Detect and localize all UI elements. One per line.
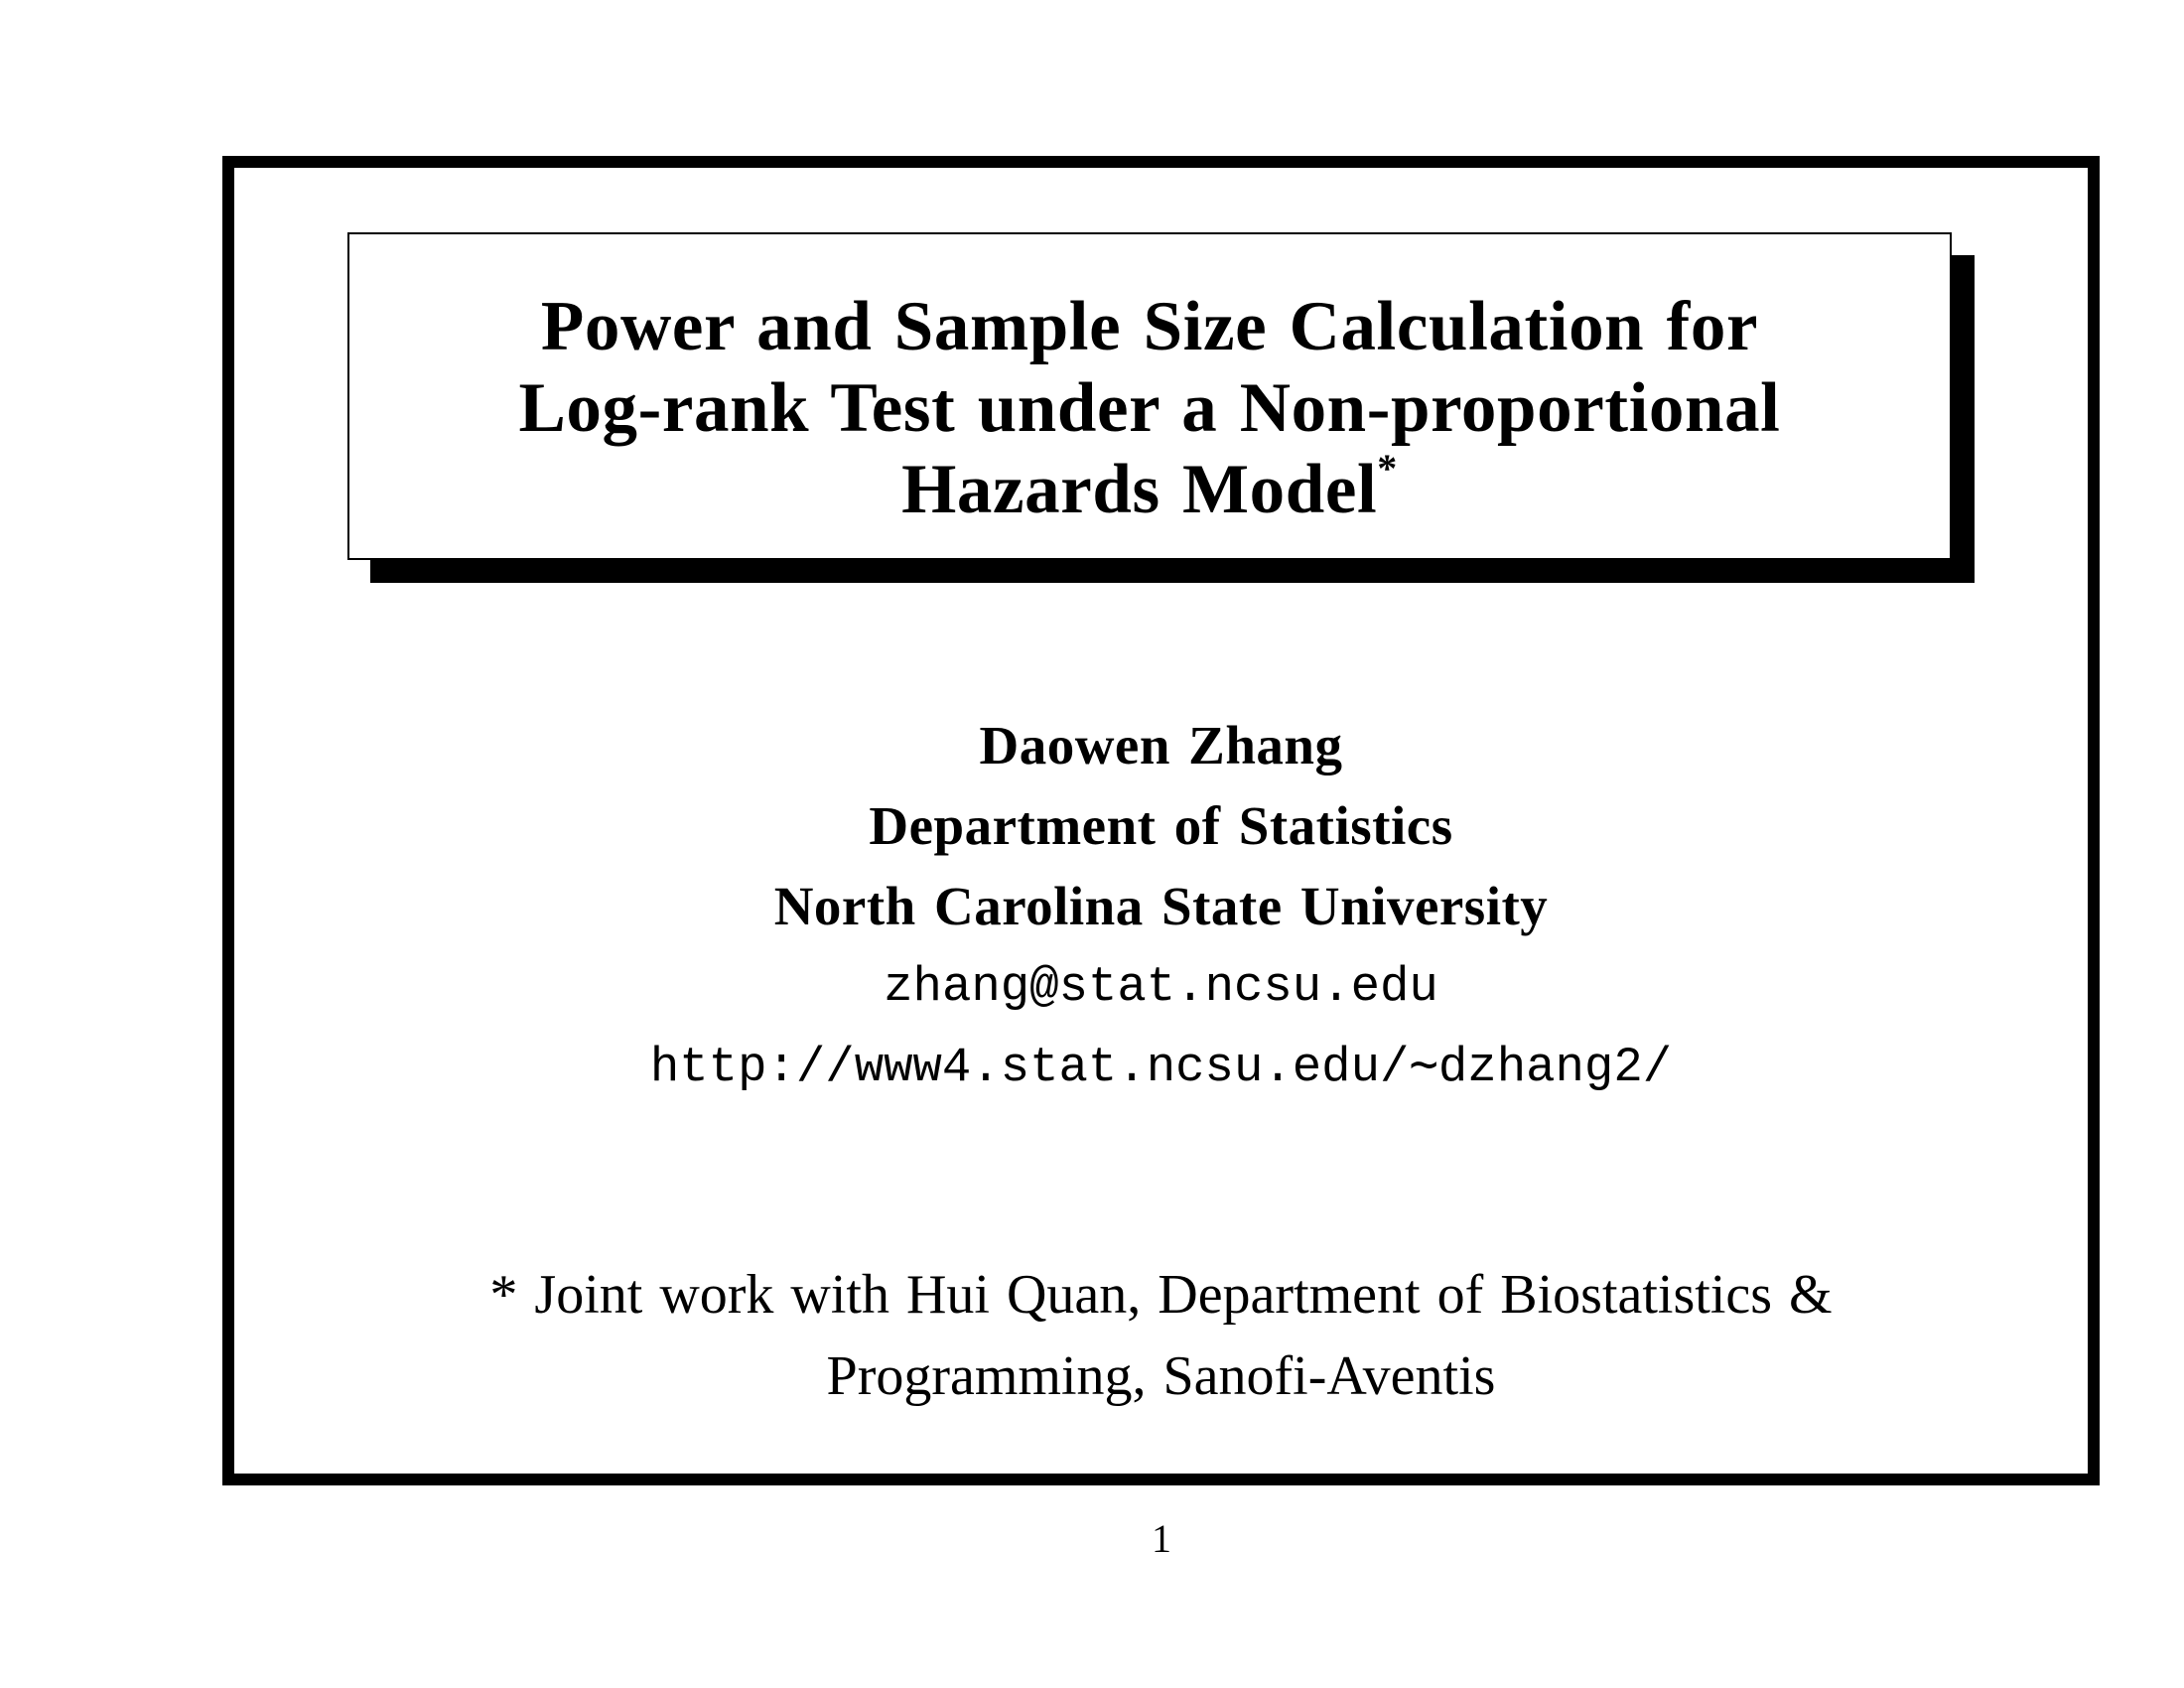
title-line-3-text: Hazards Model — [901, 451, 1378, 528]
title-box — [347, 232, 1952, 560]
title-footnote-marker: * — [1377, 446, 1398, 491]
footnote-line-2: Programming, Sanofi-Aventis — [826, 1345, 1496, 1407]
title-line-2: Log-rank Test under a Non-proportional — [518, 369, 1781, 447]
author-email: zhang@stat.ncsu.edu — [884, 959, 1438, 1015]
title-line-1: Power and Sample Size Calculation for — [540, 288, 1759, 365]
author-url: http://www4.stat.ncsu.edu/∼dzhang2/ — [649, 1040, 1673, 1095]
title-line-3 — [349, 446, 1950, 528]
footnote-line-1: * Joint work with Hui Quan, Department of Biostatistics & — [489, 1264, 1833, 1326]
page-number: 1 — [1152, 1516, 1171, 1561]
author-department: Department of Statistics — [869, 795, 1453, 856]
author-name: Daowen Zhang — [979, 715, 1343, 775]
author-institution: North Carolina State University — [773, 876, 1549, 936]
